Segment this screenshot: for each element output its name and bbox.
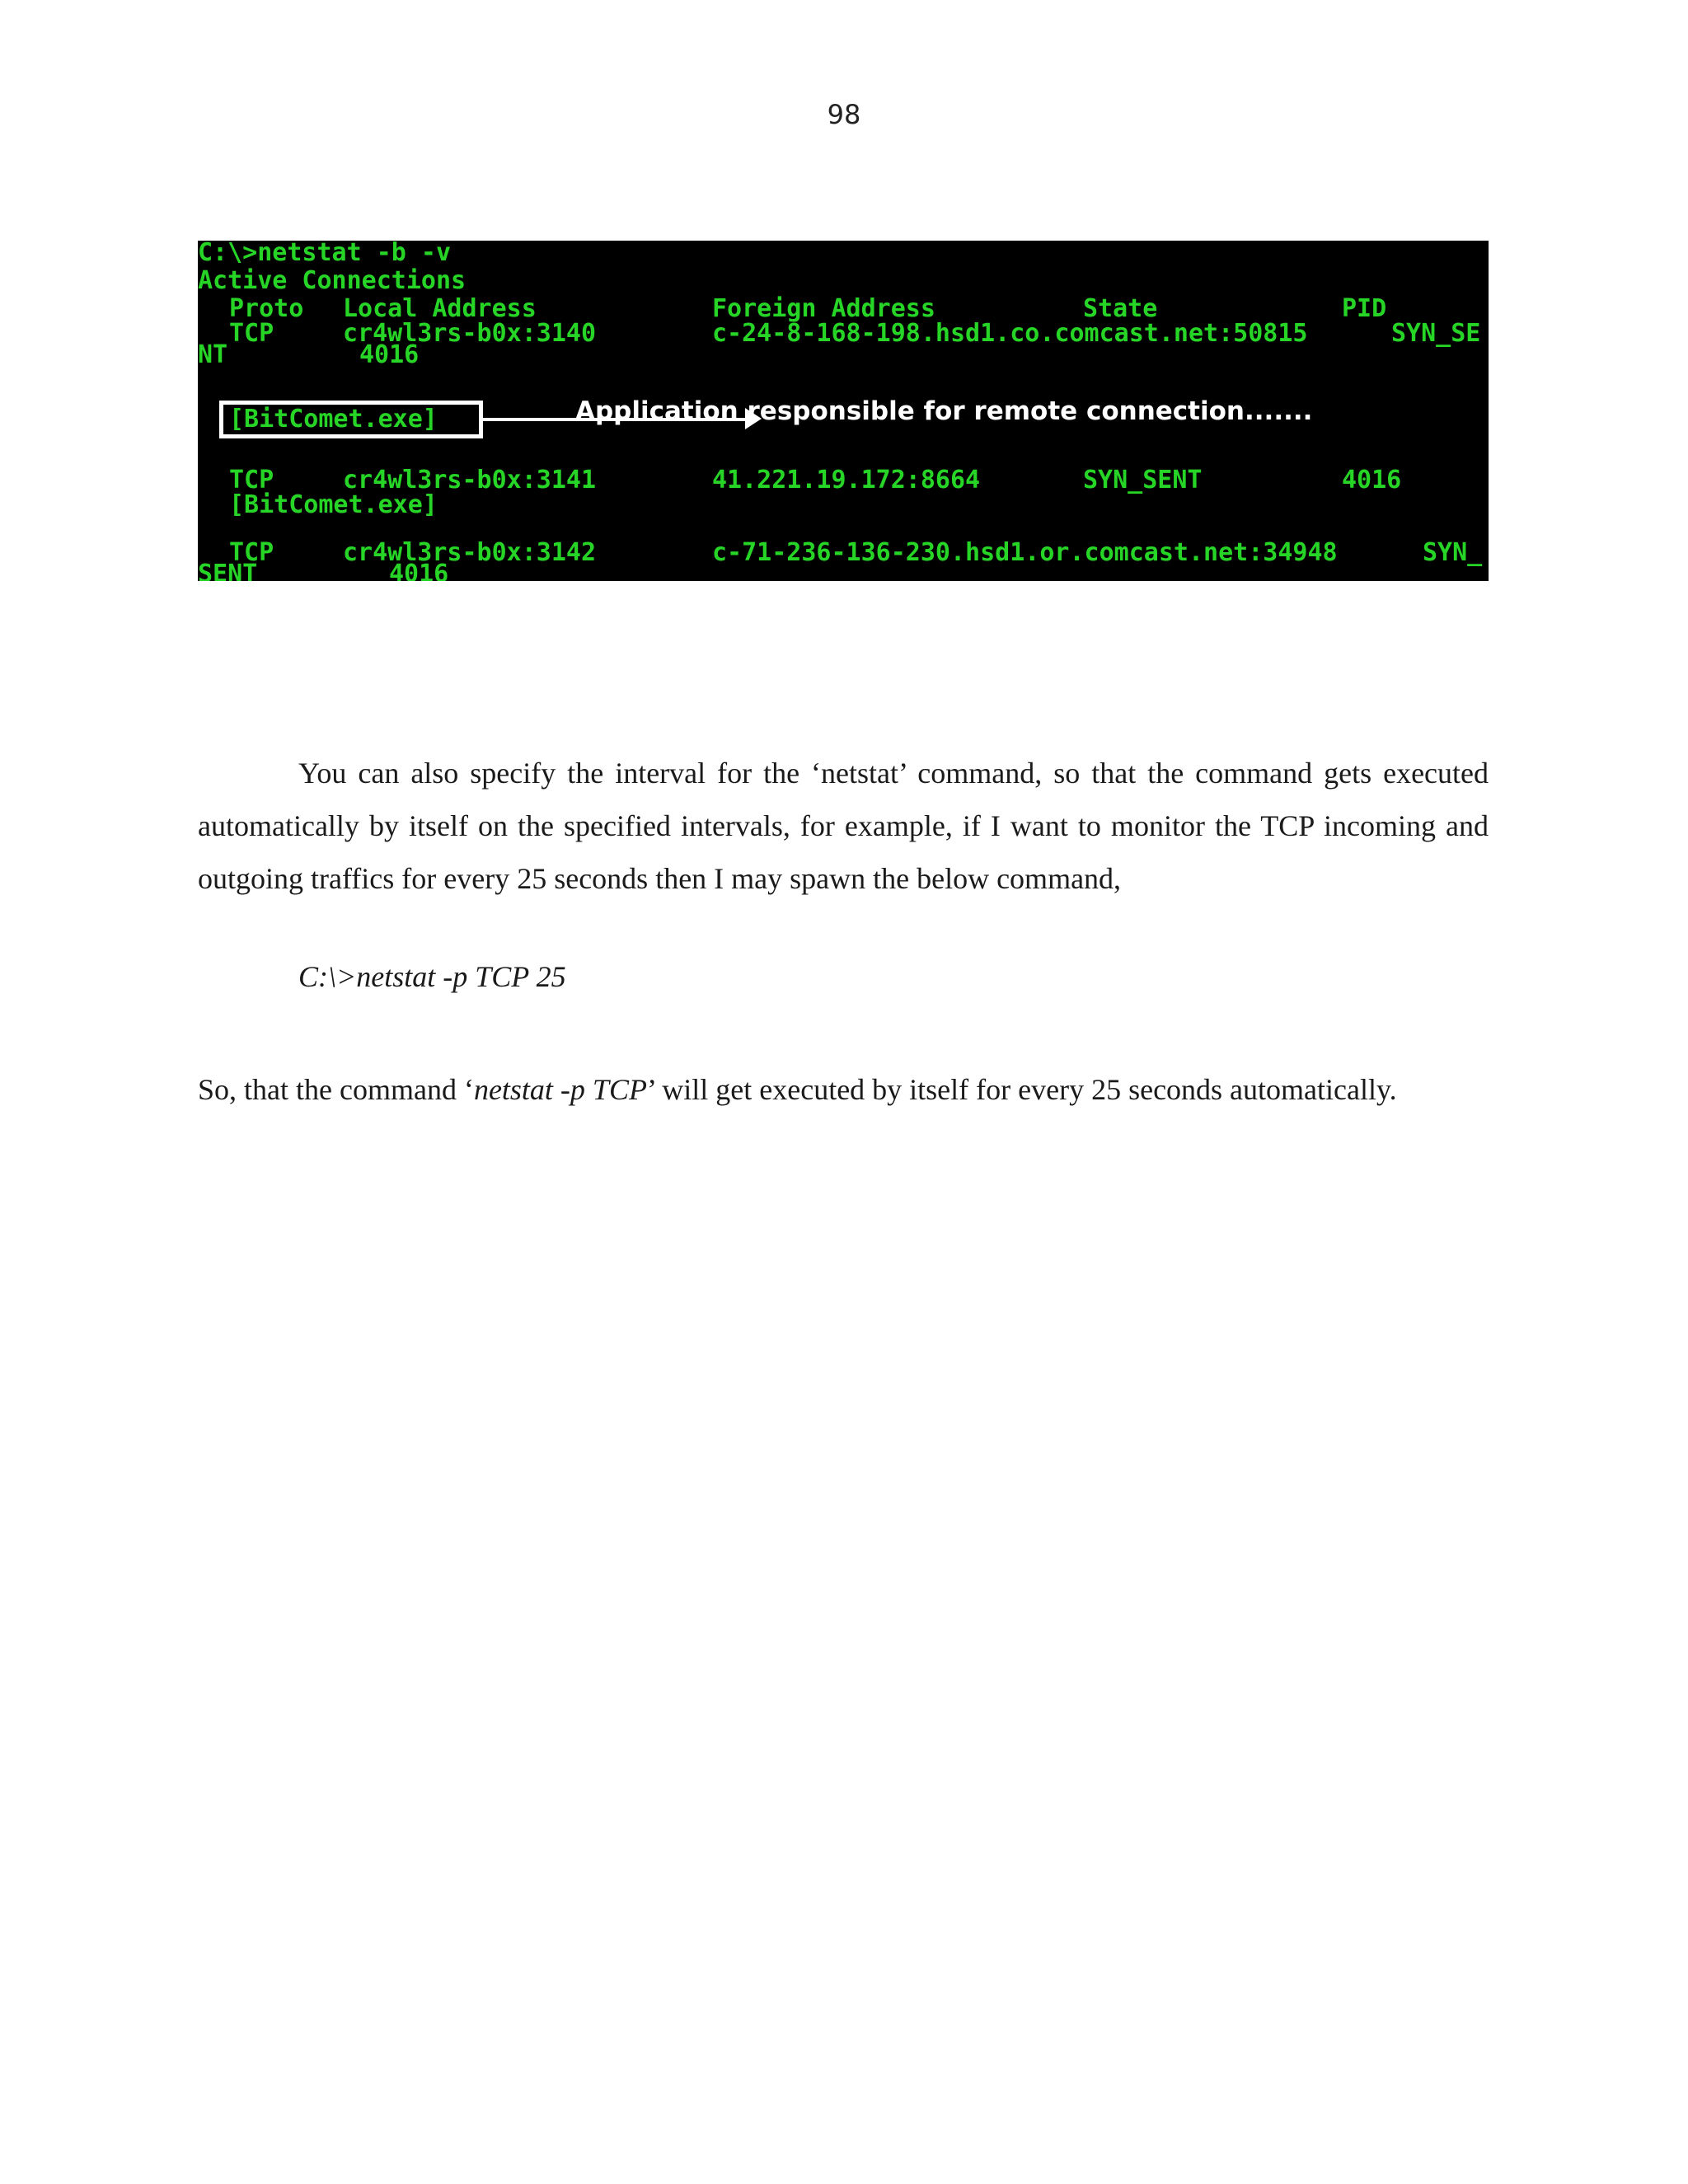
row-proto: TCP bbox=[229, 538, 274, 567]
annotation-text: Application responsible for remote connection....... bbox=[575, 396, 1313, 426]
row-application: [BitComet.exe] bbox=[229, 405, 438, 434]
row-proto: TCP bbox=[229, 319, 274, 348]
conclusion-paragraph bbox=[198, 1063, 1489, 1116]
row-foreign-address: 41.221.19.172:8664 bbox=[712, 466, 981, 494]
row-proto: TCP bbox=[229, 466, 274, 494]
row-state-wrapped: SYN_SE bbox=[1391, 319, 1481, 348]
header-state: State bbox=[1083, 294, 1158, 323]
row-state-continued: SENT bbox=[198, 560, 258, 581]
inline-command: netstat -p TCP bbox=[473, 1073, 647, 1106]
header-foreign-address: Foreign Address bbox=[712, 294, 935, 323]
row-local-address: cr4wl3rs-b0x:3140 bbox=[343, 319, 597, 348]
row-state-continued: NT bbox=[198, 340, 228, 369]
body-paragraph: You can also specify the interval for the ‘netstat’ command, so that the command gets executed automatically by itself on the specified intervals, for example, if I want to monitor the TCP incoming and outgoing traffics for every 25 seconds then I may spawn the below command, bbox=[198, 757, 1489, 895]
row-pid: 4016 bbox=[1342, 466, 1402, 494]
netstat-screenshot bbox=[198, 241, 1489, 581]
row-local-address: cr4wl3rs-b0x:3142 bbox=[343, 538, 597, 567]
row-foreign-address: c-71-236-136-230.hsd1.or.comcast.net:34948 bbox=[712, 538, 1338, 567]
row-state-wrapped: SYN_ bbox=[1423, 538, 1483, 567]
row-pid: 4016 bbox=[389, 560, 449, 581]
header-pid: PID bbox=[1342, 294, 1387, 323]
row-pid: 4016 bbox=[359, 340, 420, 369]
row-local-address: cr4wl3rs-b0x:3141 bbox=[343, 466, 597, 494]
conclusion-text-start: So, that the command ‘ bbox=[198, 1073, 474, 1106]
conclusion-text-end: ’ will get executed by itself for every 25 seconds automatically. bbox=[646, 1073, 1397, 1106]
command-example: C:\>netstat -p TCP 25 bbox=[298, 960, 566, 993]
header-local-address: Local Address bbox=[343, 294, 537, 323]
active-connections-heading: Active Connections bbox=[198, 266, 467, 295]
application-highlight-box bbox=[219, 401, 483, 438]
header-proto: Proto bbox=[229, 294, 304, 323]
terminal-prompt: C:\>netstat -b -v bbox=[198, 241, 452, 267]
page-number: 98 bbox=[827, 99, 861, 130]
row-foreign-address: c-24-8-168-198.hsd1.co.comcast.net:50815 bbox=[712, 319, 1308, 348]
row-state: SYN_SENT bbox=[1083, 466, 1203, 494]
row-application: [BitComet.exe] bbox=[229, 490, 438, 519]
